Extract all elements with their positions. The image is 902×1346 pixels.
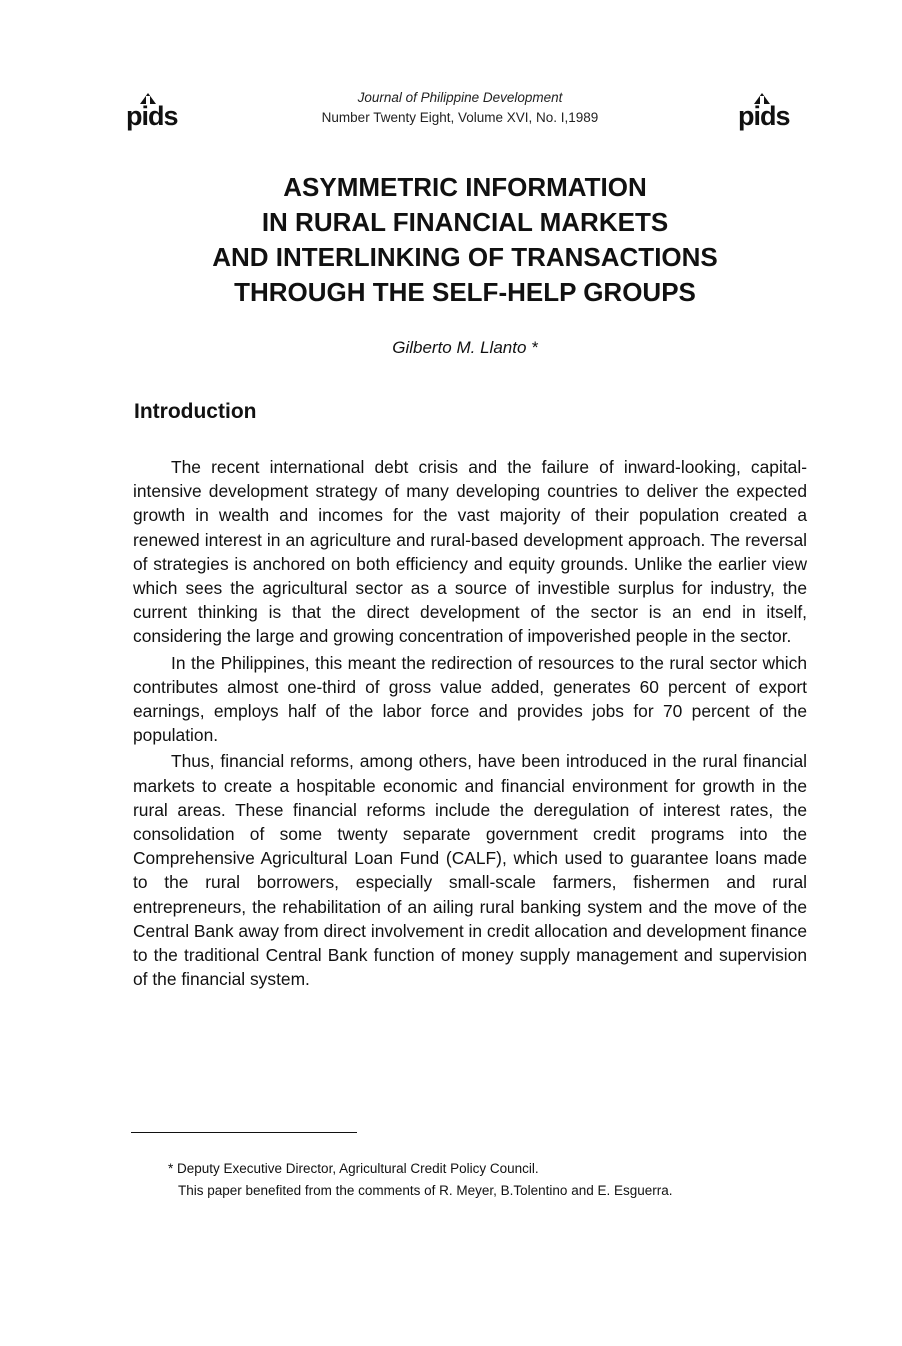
footnotes <box>168 1158 808 1202</box>
journal-name: Journal of Philippine Development <box>357 90 563 105</box>
pids-logo-right <box>738 92 818 132</box>
journal-header <box>250 88 670 128</box>
author-name: Gilberto M. Llanto * <box>392 338 538 357</box>
body-text <box>133 455 807 991</box>
footnote-acknowledgement: This paper benefited from the comments of R. Meyer, B.Tolentino and E. Esguerra. <box>178 1183 673 1198</box>
logo-wordmark: pids <box>738 101 790 131</box>
paper-title <box>120 170 810 310</box>
title-line: AND INTERLINKING OF TRANSACTIONS <box>212 242 718 272</box>
paragraph: The recent international debt crisis and the failure of inward-looking, capital-intensive development strategy of many developing countries to deliver the expected growth in wealth and incomes for the vast majority of their population created a renewed interest in an agriculture and rural-based development approach. The reversal of strategies is anchored on both efficiency and equity grounds. Unlike the earlier view which sees the agricultural sector as a source of investible surplus for industry, the current thinking is that the direct development of the sector is an end in itself, considering the large and growing concentration of impoverished people in the sector. <box>133 457 807 647</box>
footnote-divider <box>131 1132 357 1133</box>
title-line: ASYMMETRIC INFORMATION <box>283 172 647 202</box>
footnote-affiliation: * Deputy Executive Director, Agricultural Credit Policy Council. <box>168 1161 539 1176</box>
section-heading: Introduction <box>134 400 257 423</box>
paragraph: In the Philippines, this meant the redirection of resources to the rural sector which contributes almost one-third of gross value added, generates 60 percent of export earnings, employs half of the labor force and provides jobs for 70 percent of the population. <box>133 652 807 746</box>
journal-issue: Number Twenty Eight, Volume XVI, No. I,1989 <box>321 110 599 125</box>
title-line: THROUGH THE SELF-HELP GROUPS <box>234 277 696 307</box>
logo-wordmark: pids <box>126 101 178 131</box>
title-line: IN RURAL FINANCIAL MARKETS <box>261 207 669 237</box>
paragraph: Thus, financial reforms, among others, have been introduced in the rural financial markets to create a hospitable economic and financial environment for growth in the rural areas. These financial reforms include the deregulation of interest rates, the consolidation of some twenty separate government credit programs into the Comprehensive Agricultural Loan Fund (CALF), which used to guarantee loans made to the rural borrowers, especially small-scale farmers, fishermen and rural entrepreneurs, the rehabilitation of an ailing rural banking system and the move of the Central Bank away from direct involvement in credit allocation and development finance to the traditional Central Bank function of money supply management and supervision of the financial system. <box>133 751 807 990</box>
pids-logo-left <box>126 92 206 132</box>
